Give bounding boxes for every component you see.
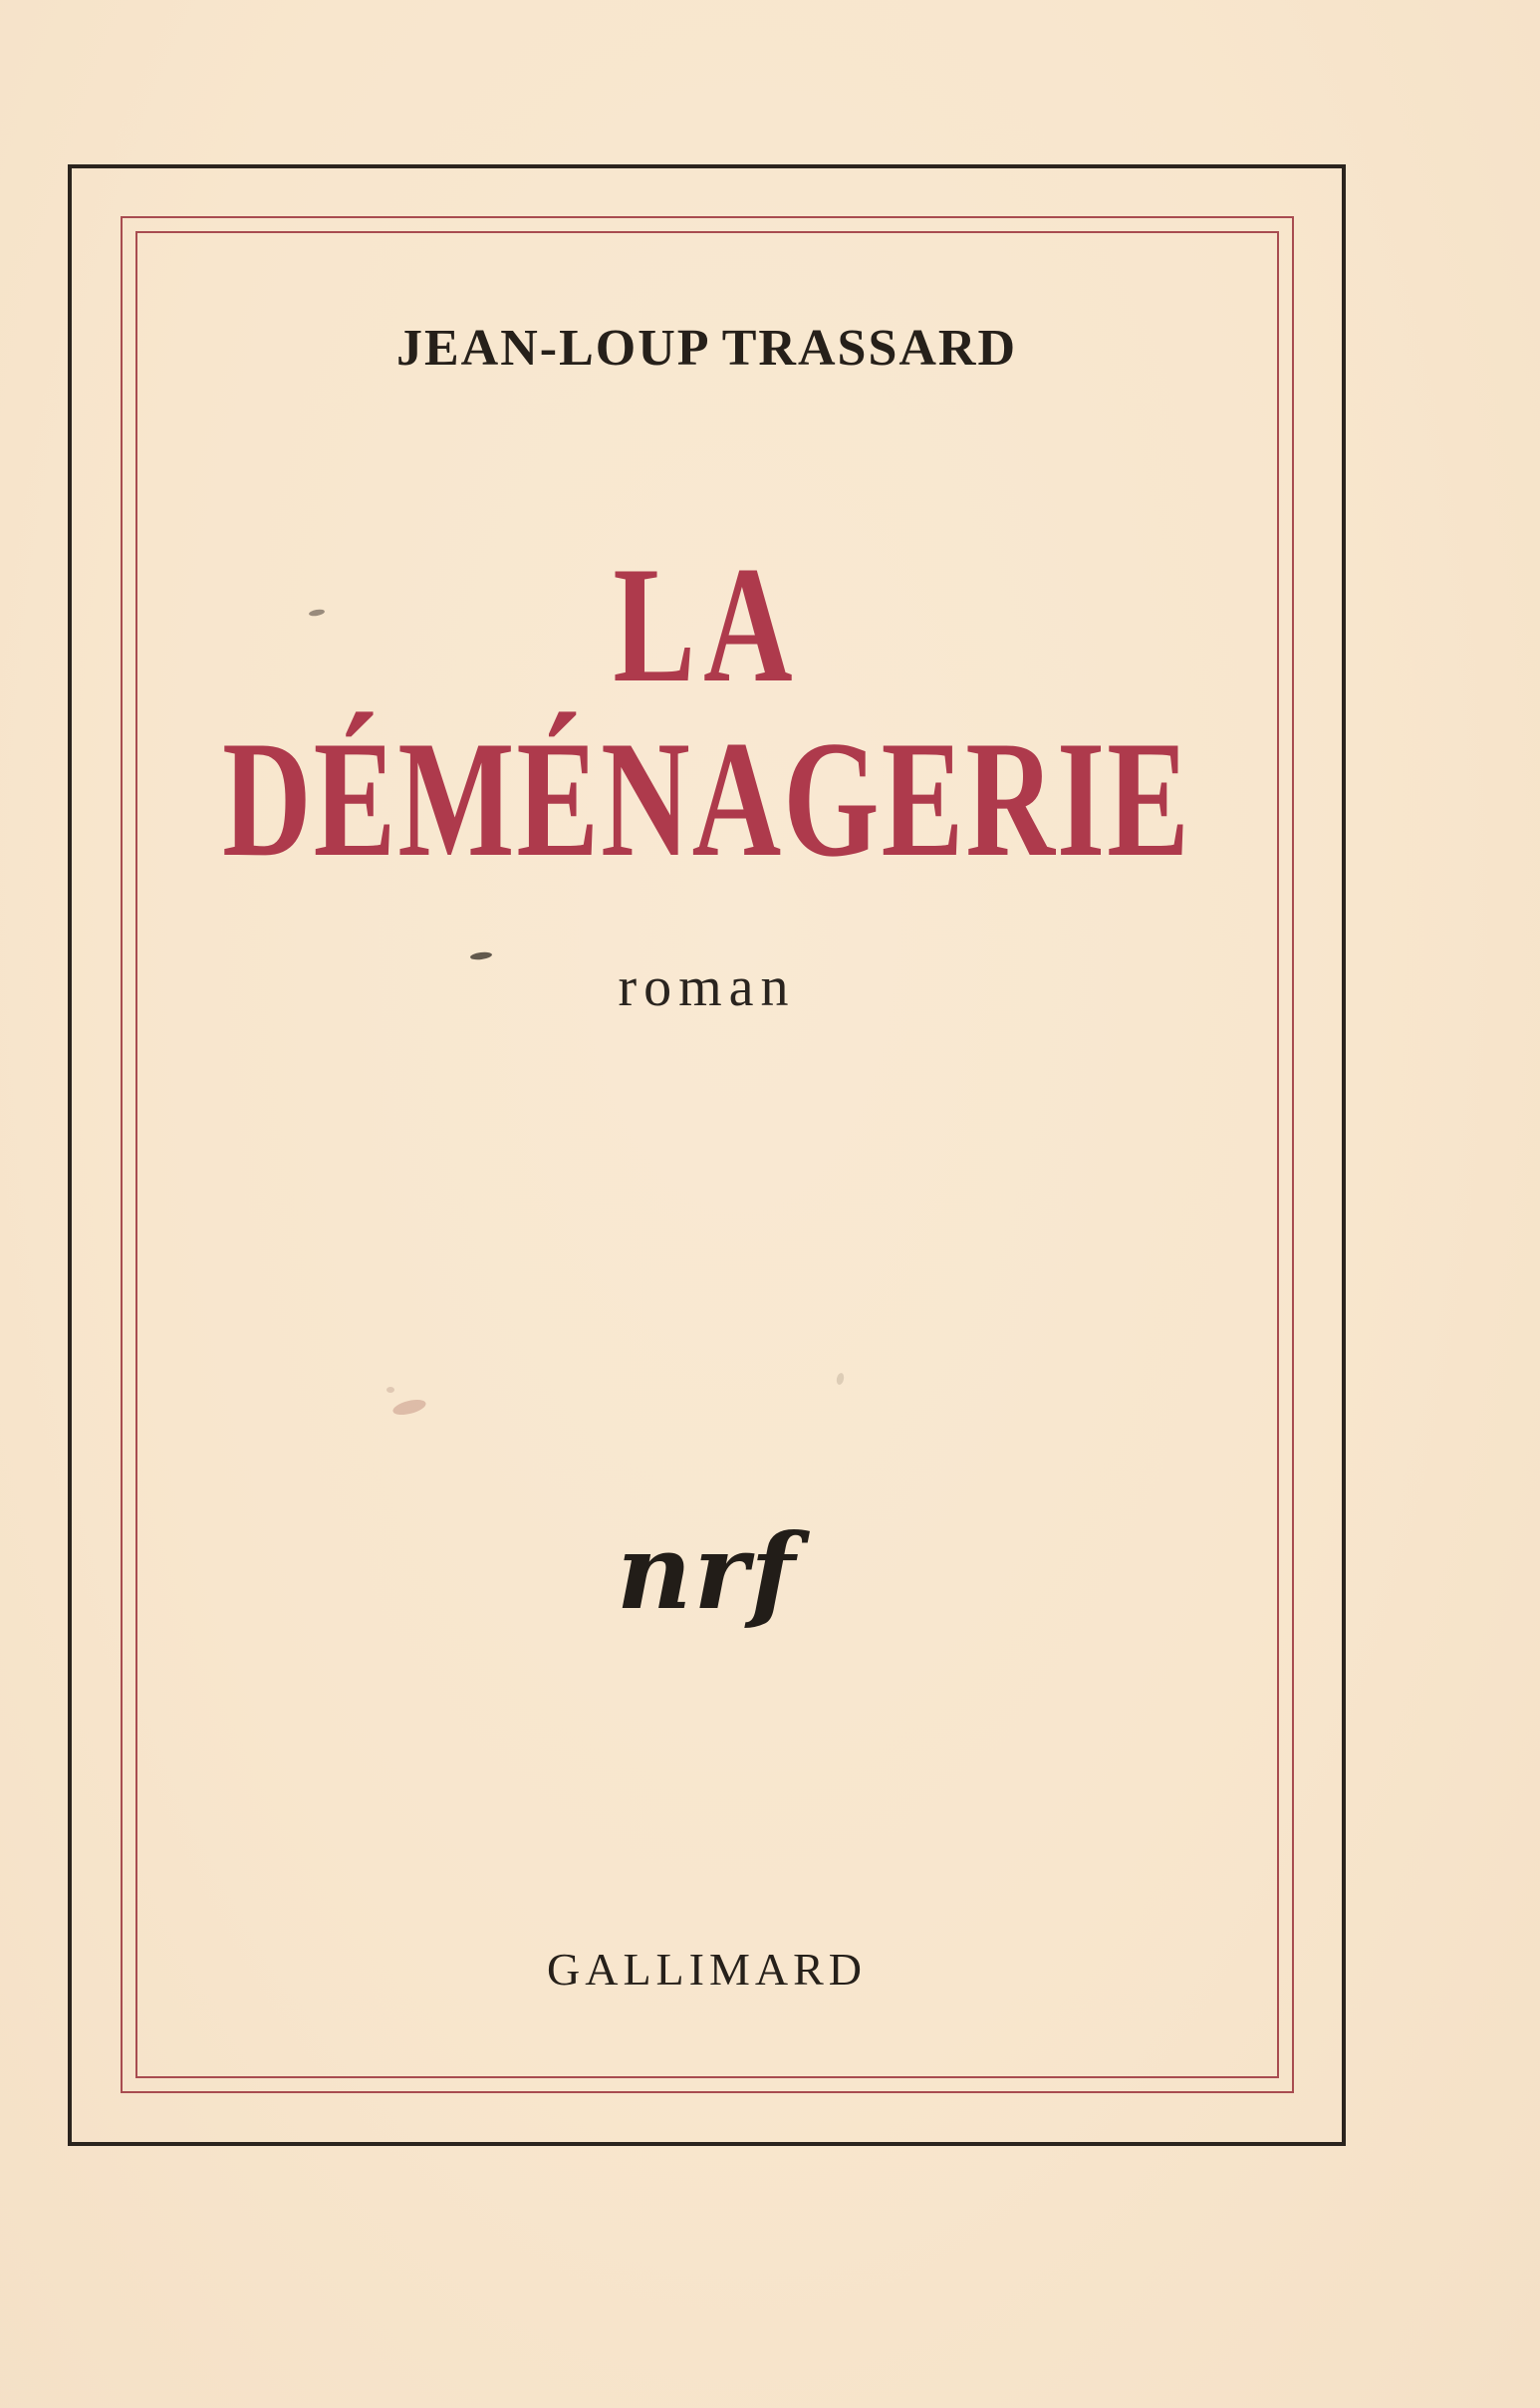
publisher-name: GALLIMARD — [547, 1944, 867, 1995]
book-title-line-2: DÉMÉNAGERIE — [222, 706, 1191, 892]
author-name: JEAN-LOUP TRASSARD — [395, 320, 1018, 377]
cover-content — [68, 0, 1346, 2408]
ink-smudge — [386, 1387, 394, 1393]
book-title-line-1: LA — [613, 532, 801, 717]
genre-label: roman — [618, 956, 796, 1018]
nrf-publisher-logo: nrf — [616, 1510, 798, 1633]
